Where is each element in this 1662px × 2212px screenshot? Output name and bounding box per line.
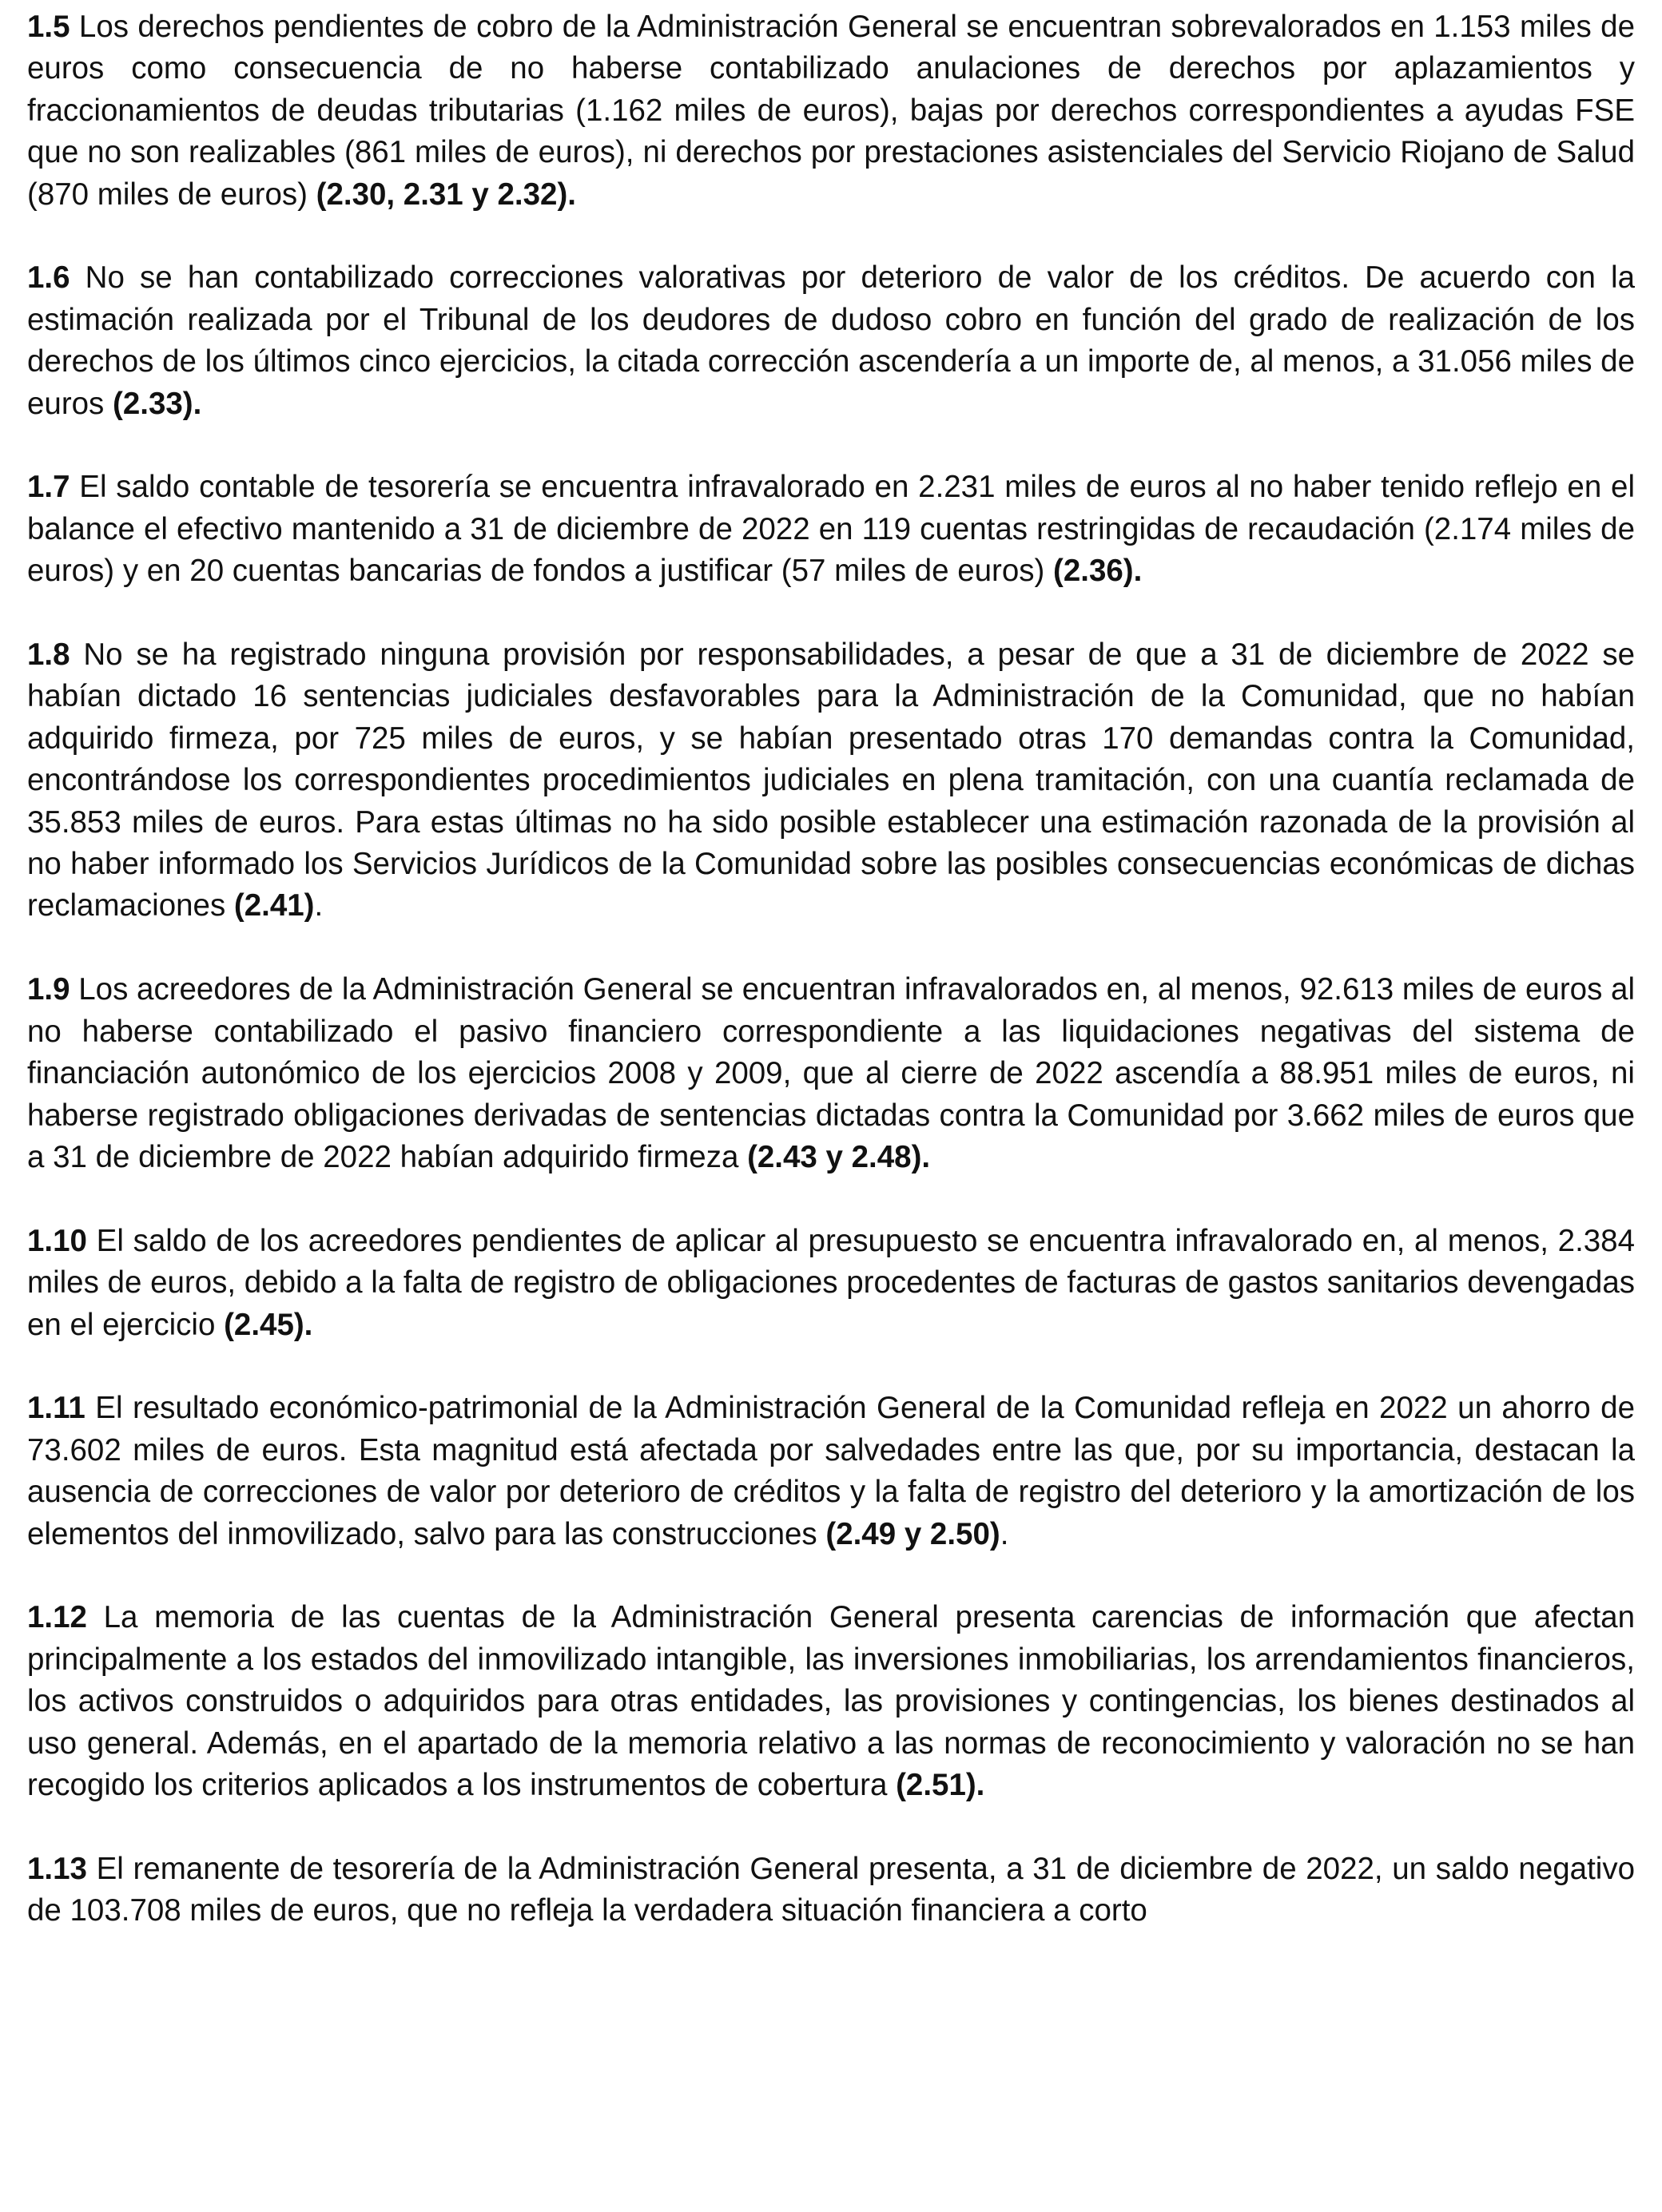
paragraph-1-12 xyxy=(27,1597,1635,1806)
paragraph-text: Los acreedores de la Administración General se encuentran infravalorados en, al menos, 92.613 miles de euros al no haberse contabilizado el pasivo financiero correspondiente a las liquidaciones negativas del sistema de financiación autonómico de los ejercicios 2008 y 2009, que al cierre de 2022 ascendía a 88.951 miles de euros, ni haberse registrado obligaciones derivadas de sentencias dictadas contra la Comunidad por 3.662 miles de euros que a 31 de diciembre de 2022 habían adquirido firmeza xyxy=(27,972,1635,1174)
paragraph-number: 1.10 xyxy=(27,1223,87,1258)
paragraph-reference: (2.49 y 2.50) xyxy=(825,1516,1000,1551)
paragraph-number: 1.11 xyxy=(27,1391,85,1426)
paragraph-number: 1.8 xyxy=(27,637,70,673)
paragraph-text: Los derechos pendientes de cobro de la Administración General se encuentran sobrevalorados en 1.153 miles de euros como consecuencia de no haberse contabilizado anulaciones de derechos por aplazamientos y fraccionamientos de deudas tributarias (1.162 miles de euros), bajas por derechos correspondientes a ayudas FSE que no son realizables (861 miles de euros), ni derechos por prestaciones asistenciales del Servicio Riojano de Salud (870 miles de euros) xyxy=(27,10,1635,212)
document-page xyxy=(27,6,1635,1974)
paragraph-number: 1.13 xyxy=(27,1851,87,1886)
paragraph-text: El resultado económico-patrimonial de la Administración General de la Comunidad refleja en 2022 un ahorro de 73.602 miles de euros. Esta magnitud está afectada por salvedades entre las que, por su importancia, destacan la ausencia de correcciones de valor por deterioro de créditos y la falta de registro del deterioro y la amortización de los elementos del inmovilizado, salvo para las construcciones xyxy=(27,1391,1635,1551)
paragraph-reference: (2.33). xyxy=(113,386,202,421)
paragraph-text: El saldo de los acreedores pendientes de aplicar al presupuesto se encuentra infravalorado en, al menos, 2.384 miles de euros, debido a la falta de registro de obligaciones procedentes de facturas de gastos sanitarios devengadas en el ejercicio xyxy=(27,1223,1635,1342)
paragraph-1-5 xyxy=(27,6,1635,216)
paragraph-text: La memoria de las cuentas de la Administración General presenta carencias de información que afectan principalmente a los estados del inmovilizado intangible, las inversiones inmobiliarias, los arrendamientos financieros, los activos construidos o adquiridos para otras entidades, las provisiones y contingencias, los bienes destinados al uso general. Además, en el apartado de la memoria relativo a las normas de reconocimiento y valoración no se han recogido los criterios aplicados a los instrumentos de cobertura xyxy=(27,1600,1635,1802)
paragraph-reference: (2.51). xyxy=(896,1767,985,1802)
paragraph-1-13 xyxy=(27,1849,1635,1932)
paragraph-text: No se han contabilizado correcciones valorativas por deterioro de valor de los créditos. De acuerdo con la estimación realizada por el Tribunal de los deudores de dudoso cobro en función del grado de realización de los derechos de los últimos cinco ejercicios, la citada corrección ascendería a un importe de, al menos, a 31.056 miles de euros xyxy=(27,260,1635,421)
paragraph-tail: . xyxy=(1000,1516,1009,1551)
paragraph-reference: (2.30, 2.31 y 2.32). xyxy=(316,177,576,212)
paragraph-tail: . xyxy=(314,888,324,923)
paragraph-text: El remanente de tesorería de la Administración General presenta, a 31 de diciembre de 2022, un saldo negativo de 103.708 miles de euros, que no refleja la verdadera situación financiera a corto xyxy=(27,1851,1635,1928)
paragraph-1-10 xyxy=(27,1221,1635,1346)
paragraph-reference: (2.45). xyxy=(224,1307,313,1342)
paragraph-text: El saldo contable de tesorería se encuentra infravalorado en 2.231 miles de euros al no haber tenido reflejo en el balance el efectivo mantenido a 31 de diciembre de 2022 en 119 cuentas restringidas de recaudación (2.174 miles de euros) y en 20 cuentas bancarias de fondos a justificar (57 miles de euros) xyxy=(27,470,1635,589)
paragraph-1-11 xyxy=(27,1388,1635,1555)
paragraph-1-9 xyxy=(27,969,1635,1178)
paragraph-number: 1.7 xyxy=(27,470,70,505)
paragraph-1-8 xyxy=(27,634,1635,927)
paragraph-1-7 xyxy=(27,467,1635,592)
paragraph-1-6 xyxy=(27,257,1635,425)
paragraph-text: No se ha registrado ninguna provisión por responsabilidades, a pesar de que a 31 de diciembre de 2022 se habían dictado 16 sentencias judiciales desfavorables para la Administración de la Comunidad, que no habían adquirido firmeza, por 725 miles de euros, y se habían presentado otras 170 demandas contra la Comunidad, encontrándose los correspondientes procedimientos judiciales en plena tramitación, con una cuantía reclamada de 35.853 miles de euros. Para estas últimas no ha sido posible establecer una estimación razonada de la provisión al no haber informado los Servicios Jurídicos de la Comunidad sobre las posibles consecuencias económicas de dichas reclamaciones xyxy=(27,637,1635,923)
paragraph-reference: (2.41) xyxy=(233,888,315,923)
paragraph-number: 1.9 xyxy=(27,972,70,1007)
paragraph-number: 1.6 xyxy=(27,260,70,296)
paragraph-reference: (2.36). xyxy=(1053,554,1143,589)
paragraph-number: 1.12 xyxy=(27,1600,87,1635)
paragraph-number: 1.5 xyxy=(27,10,70,44)
paragraph-reference: (2.43 y 2.48). xyxy=(747,1139,931,1174)
